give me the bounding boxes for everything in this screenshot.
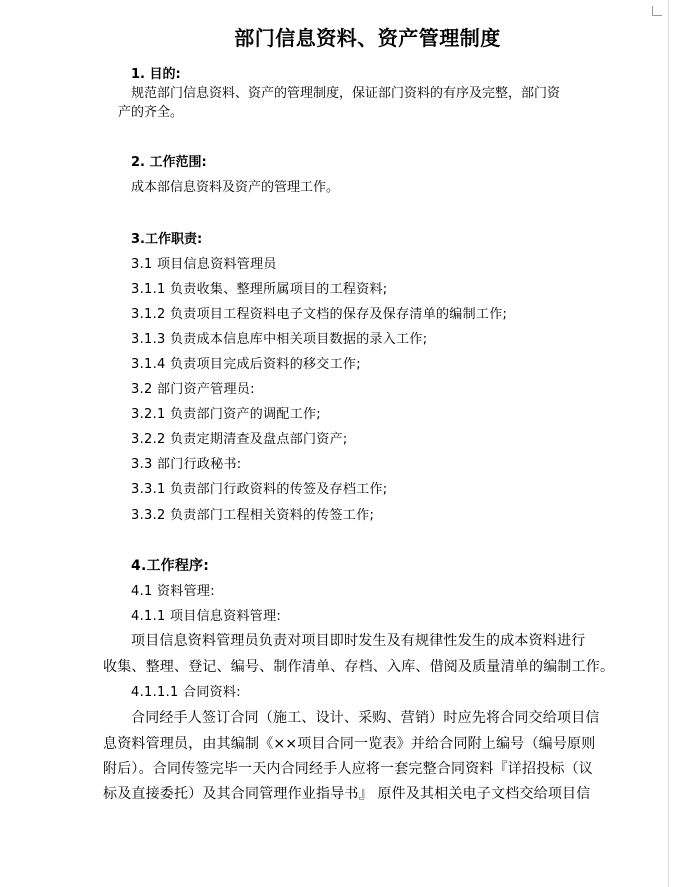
paragraph-line: 收集、整理、登记、编号、制作清单、存档、入库、借阅及质量清单的编制工作。 (103, 659, 615, 675)
list-item: 3.3.1 负责部门行政资料的传签及存档工作; (131, 482, 388, 497)
paragraph-line: 合同经手人签订合同（施工、设计、采购、营销）时应先将合同交给项目信 (131, 710, 600, 726)
list-item: 3.2 部门资产管理员: (131, 382, 255, 397)
list-item: 3.2.1 负责部门资产的调配工作; (131, 407, 321, 422)
section-1-body-line: 规范部门信息资料、资产的管理制度，保证部门资料的有序及完整，部门资 (131, 86, 561, 101)
list-item: 3.1 项目信息资料管理员 (131, 257, 277, 272)
subsection-heading: 4.1.1.1 合同资料: (131, 685, 241, 700)
section-2-heading: 2. 工作范围: (131, 155, 207, 170)
section-3-heading: 3.工作职责: (131, 232, 203, 247)
page-edge (668, 0, 669, 887)
paragraph-line: 项目信息资料管理员负责对项目即时发生及有规律性发生的成本资料进行 (131, 633, 586, 649)
list-item: 3.2.2 负责定期清查及盘点部门资产; (131, 432, 348, 447)
list-item: 3.1.2 负责项目工程资料电子文档的保存及保存清单的编制工作; (131, 307, 508, 322)
crop-mark (652, 15, 662, 16)
section-2-body: 成本部信息资料及资产的管理工作。 (131, 180, 340, 195)
paragraph-line: 标及直接委托）及其合同管理作业指导书』 原件及其相关电子文档交给项目信 (103, 786, 591, 802)
page-title: 部门信息资料、资产管理制度 (234, 26, 501, 50)
list-item: 3.3 部门行政秘书: (131, 457, 242, 472)
list-item: 3.3.2 负责部门工程相关资料的传签工作; (131, 508, 375, 523)
subsection-heading: 4.1 资料管理: (131, 584, 215, 599)
section-1-body-line: 产的齐全。 (118, 105, 184, 120)
list-item: 3.1.3 负责成本信息库中相关项目数据的录入工作; (131, 332, 428, 347)
list-item: 3.1.1 负责收集、整理所属项目的工程资料; (131, 282, 388, 297)
list-item: 3.1.4 负责项目完成后资料的移交工作; (131, 357, 361, 372)
subsection-heading: 4.1.1 项目信息资料管理: (131, 609, 282, 624)
section-1-heading: 1. 目的: (131, 67, 181, 82)
paragraph-line: 息资料管理员，由其编制《××项目合同一览表》并给合同附上编号（编号原则 (103, 736, 596, 752)
section-4-heading: 4.工作程序: (131, 558, 210, 574)
paragraph-line: 附后）。合同传签完毕一天内合同经手人应将一套完整合同资料『详招投标（议 (103, 761, 593, 777)
